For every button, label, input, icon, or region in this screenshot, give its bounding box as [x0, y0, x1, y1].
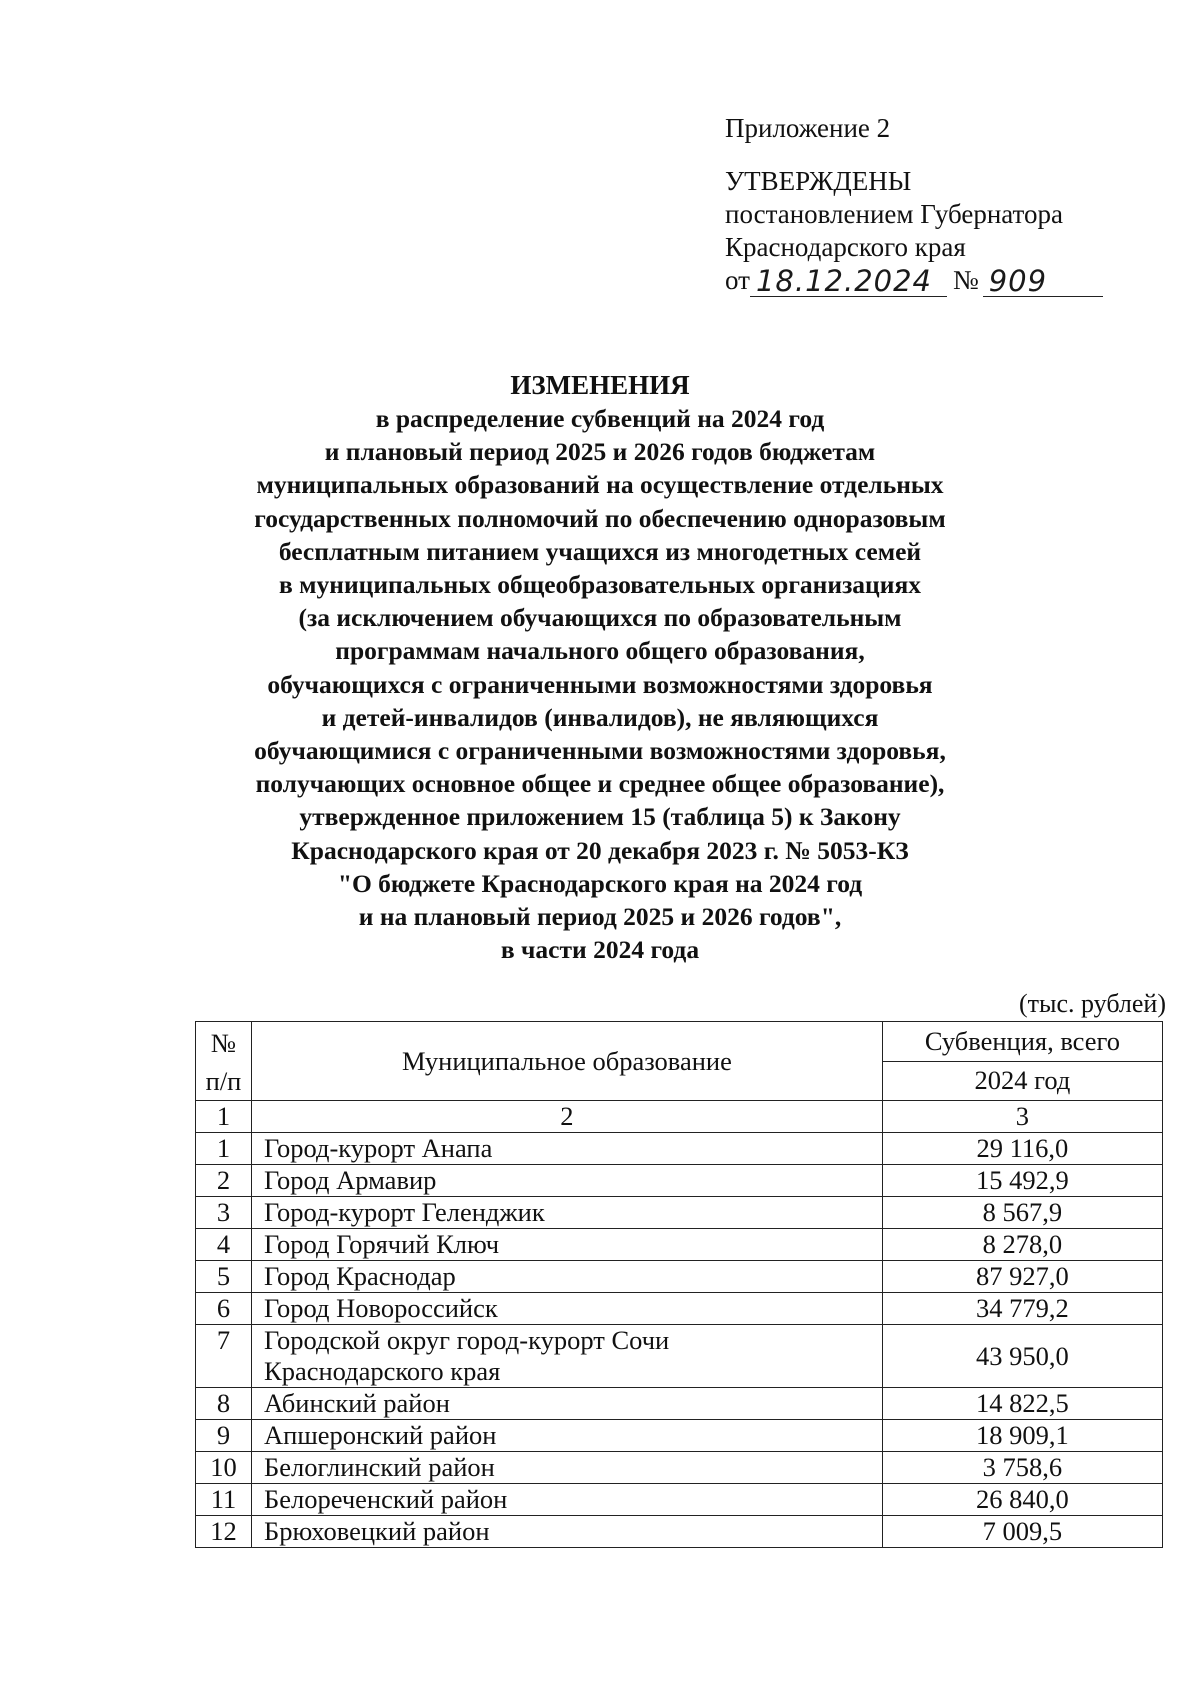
approved-by-line-1: постановлением Губернатора	[725, 199, 1063, 229]
municipality-name: Город-курорт Геленджик	[252, 1197, 883, 1229]
column-number: 3	[882, 1101, 1162, 1133]
municipality-name: Город Армавир	[252, 1165, 883, 1197]
row-number: 9	[196, 1420, 252, 1452]
title-line: в части 2024 года	[500, 935, 700, 965]
subsidy-value: 8 567,9	[882, 1197, 1162, 1229]
appendix-label: Приложение 2	[725, 113, 891, 143]
title-line: (за исключением обучающихся по образовательным	[298, 603, 902, 633]
title-line: муниципальных образований на осуществление отдельных	[256, 470, 944, 500]
municipality-name: Город-курорт Анапа	[252, 1133, 883, 1165]
title-line: получающих основное общее и среднее общее образование),	[255, 769, 945, 799]
row-number: 1	[196, 1133, 252, 1165]
title-line: и детей-инвалидов (инвалидов), не являющихся	[321, 702, 879, 732]
subsidy-value: 15 492,9	[882, 1165, 1162, 1197]
handwritten-number: 909	[983, 266, 1103, 297]
title-line: Краснодарского края от 20 декабря 2023 г. № 5053-КЗ	[291, 835, 909, 865]
title-line: государственных полномочий по обеспечению одноразовым	[254, 503, 946, 533]
municipality-name	[252, 1325, 883, 1388]
header-year: 2024 год	[882, 1061, 1162, 1101]
title-heading: ИЗМЕНЕНИЯ	[510, 370, 690, 400]
table-row	[196, 1484, 1163, 1516]
municipality-name: Белоглинский район	[252, 1452, 883, 1484]
number-sign: №	[952, 265, 979, 295]
table-row	[196, 1452, 1163, 1484]
column-number: 2	[252, 1101, 883, 1133]
table-row	[196, 1293, 1163, 1325]
subsidy-value: 26 840,0	[882, 1484, 1162, 1516]
table-row	[196, 1133, 1163, 1165]
title-line: в муниципальных общеобразовательных организациях	[278, 570, 921, 600]
row-number: 11	[196, 1484, 252, 1516]
title-line: утвержденное приложением 15 (таблица 5) к Закону	[299, 802, 901, 832]
title-line: в распределение субвенций на 2024 год	[375, 404, 825, 433]
subsidy-value: 7 009,5	[882, 1516, 1162, 1548]
subsidy-value: 3 758,6	[882, 1452, 1162, 1484]
subsidy-value: 18 909,1	[882, 1420, 1162, 1452]
row-number: 12	[196, 1516, 252, 1548]
title-line: и плановый период 2025 и 2026 годов бюджетам	[324, 437, 876, 467]
row-number: 5	[196, 1261, 252, 1293]
table-row	[196, 1516, 1163, 1548]
row-number: 7	[196, 1325, 252, 1388]
municipality-name: Город Краснодар	[252, 1261, 883, 1293]
municipality-name: Город Новороссийск	[252, 1293, 883, 1325]
header-municipality: Муниципальное образование	[252, 1022, 883, 1101]
title-line: бесплатным питанием учащихся из многодетных семей	[278, 536, 922, 566]
header-num: № п/п	[196, 1022, 252, 1101]
subsidy-value: 34 779,2	[882, 1293, 1162, 1325]
municipality-name: Абинский район	[252, 1388, 883, 1420]
approval-stamp	[725, 112, 1145, 297]
municipality-name-line: Краснодарского края	[264, 1356, 501, 1386]
subsidy-value: 87 927,0	[882, 1261, 1162, 1293]
row-number: 2	[196, 1165, 252, 1197]
municipality-name: Брюховецкий район	[252, 1516, 883, 1548]
title-line: обучающихся с ограниченными возможностями здоровья	[267, 669, 933, 699]
table-row	[196, 1420, 1163, 1452]
units-label: (тыс. рублей)	[1018, 989, 1166, 1018]
title-line: и на плановый период 2025 и 2026 годов",	[358, 902, 842, 932]
municipality-name: Город Горячий Ключ	[252, 1229, 883, 1261]
subsidy-value: 8 278,0	[882, 1229, 1162, 1261]
date-prefix: от	[725, 265, 750, 295]
row-number: 10	[196, 1452, 252, 1484]
municipality-name: Апшеронский район	[252, 1420, 883, 1452]
column-number: 1	[196, 1101, 252, 1133]
header-subsidy-total: Субвенция, всего	[882, 1022, 1162, 1062]
table-row	[196, 1229, 1163, 1261]
column-number-row	[196, 1101, 1163, 1133]
table-row	[196, 1325, 1163, 1388]
title-line: обучающимися с ограниченными возможностями здоровья,	[254, 736, 946, 766]
table-row	[196, 1165, 1163, 1197]
subsidy-value: 43 950,0	[882, 1325, 1162, 1388]
table-row	[196, 1261, 1163, 1293]
row-number: 6	[196, 1293, 252, 1325]
municipality-name: Белореченский район	[252, 1484, 883, 1516]
table-row	[196, 1197, 1163, 1229]
row-number: 3	[196, 1197, 252, 1229]
municipality-name-line: Городской округ город-курорт Сочи	[264, 1325, 670, 1355]
document-title	[200, 368, 1000, 966]
subsidy-value: 14 822,5	[882, 1388, 1162, 1420]
table-row	[196, 1388, 1163, 1420]
handwritten-date: 18.12.2024	[750, 266, 947, 297]
title-line: программам начального общего образования,	[335, 636, 865, 666]
date-number-row	[725, 264, 1145, 297]
row-number: 4	[196, 1229, 252, 1261]
approved-by-line-2: Краснодарского края	[725, 232, 966, 262]
row-number: 8	[196, 1388, 252, 1420]
title-line: "О бюджете Краснодарского края на 2024 год	[337, 868, 863, 898]
approved-label: УТВЕРЖДЕНЫ	[725, 166, 912, 196]
subsidy-table	[195, 1021, 1163, 1548]
subsidy-value: 29 116,0	[882, 1133, 1162, 1165]
